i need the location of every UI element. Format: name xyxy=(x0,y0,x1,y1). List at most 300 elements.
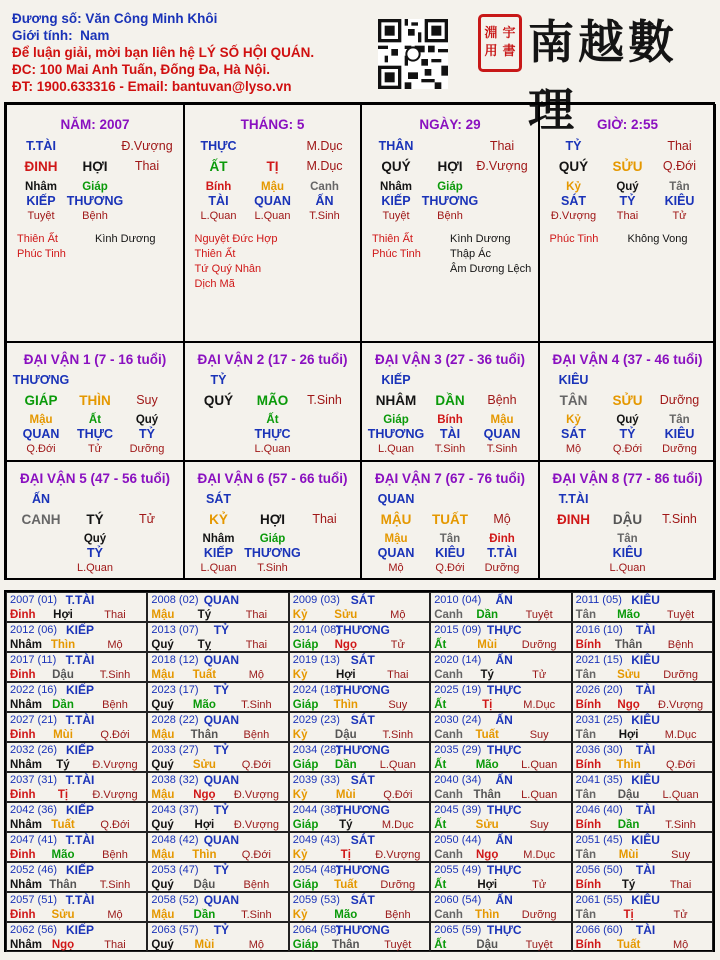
hidden-stem: Nhâm xyxy=(25,181,57,193)
hidden-phase: Đ.Vượng xyxy=(550,210,597,222)
year-phase: T.Sinh xyxy=(665,819,696,831)
year-stem: Quý xyxy=(151,699,174,711)
year-phase: Mộ xyxy=(107,909,123,921)
year-god: KIÊU xyxy=(631,833,660,847)
dai-van-stem: CANH xyxy=(21,512,61,527)
dai-van-phase: T.Sinh xyxy=(662,512,697,526)
pillar-god-left: THỰC xyxy=(200,139,237,153)
year-stem: Nhâm xyxy=(10,879,42,891)
year-label: 2022 (16) xyxy=(10,684,58,696)
hidden-stem: Tân xyxy=(669,181,690,193)
year-cell xyxy=(430,862,571,892)
year-branch: Ngọ xyxy=(193,789,216,801)
year-cell xyxy=(572,862,713,892)
hidden-stem: Tân xyxy=(669,414,690,426)
year-branch: Sửu xyxy=(475,819,499,831)
year-label: 2053 (47) xyxy=(151,864,199,876)
star-auspicious: Phúc Tinh xyxy=(549,233,599,245)
year-god: TÀI xyxy=(635,743,656,757)
year-phase: Q.Đới xyxy=(100,819,130,831)
hidden-phase: L.Quan xyxy=(76,562,114,574)
year-cell xyxy=(572,832,713,862)
hidden-phase: Dưỡng xyxy=(484,562,520,574)
year-label: 2038 (32) xyxy=(151,774,199,786)
dai-van-title: ĐẠI VẬN 4 (37 - 46 tuổi) xyxy=(552,352,703,367)
year-label: 2024 (18) xyxy=(292,684,340,696)
hidden-stem: Kỷ xyxy=(566,181,581,193)
year-label: 2046 (40) xyxy=(575,804,623,816)
year-stem: Quý xyxy=(151,819,174,831)
year-god: THỰC xyxy=(486,623,522,637)
dai-van-branch: HỢI xyxy=(259,512,286,527)
year-phase: Suy xyxy=(671,849,691,861)
year-god: KIẾP xyxy=(65,803,94,817)
dai-van-stem: NHÂM xyxy=(375,393,417,408)
year-god: T.TÀI xyxy=(65,713,95,727)
year-cell xyxy=(430,592,571,622)
pillar-title: NGÀY: 29 xyxy=(419,117,481,132)
dai-van-branch: SỬU xyxy=(612,393,643,408)
year-label: 2060 (54) xyxy=(434,894,482,906)
hidden-god: QUAN xyxy=(254,194,291,208)
pillar-title: THÁNG: 5 xyxy=(240,117,305,132)
hidden-god: TỶ xyxy=(619,194,636,208)
year-stem: Tân xyxy=(575,789,597,801)
qr-code-icon xyxy=(378,18,448,90)
hidden-phase: Tử xyxy=(672,210,687,222)
year-cell xyxy=(147,922,288,952)
year-stem: Nhâm xyxy=(10,819,42,831)
hidden-stem: Đinh xyxy=(489,533,515,545)
year-cell xyxy=(430,622,571,652)
year-stem: Đinh xyxy=(10,609,36,621)
year-cell xyxy=(572,682,713,712)
year-label: 2061 (55) xyxy=(575,894,623,906)
pillar-stem: QUÝ xyxy=(381,159,411,174)
year-cell xyxy=(147,772,288,802)
pillar-branch: HỢI xyxy=(437,159,463,174)
dai-van-god: T.TÀI xyxy=(558,492,589,506)
year-god: T.TÀI xyxy=(65,653,95,667)
year-god: SÁT xyxy=(350,653,375,667)
year-cell xyxy=(289,742,430,772)
year-stem: Đinh xyxy=(10,789,36,801)
pillar-cell xyxy=(184,104,362,342)
hidden-stem: Mậu xyxy=(384,533,408,545)
year-label: 2064 (58) xyxy=(292,924,340,936)
year-cell xyxy=(289,892,430,922)
year-stem: Đinh xyxy=(10,729,36,741)
hidden-god: TỶ xyxy=(619,427,636,441)
hidden-stem: Nhâm xyxy=(380,181,412,193)
dai-van-branch: DẬU xyxy=(612,512,643,527)
star-auspicious: Thiên Ất xyxy=(17,233,58,245)
year-cell xyxy=(430,892,571,922)
year-label: 2021 (15) xyxy=(575,654,623,666)
year-god: SÁT xyxy=(350,713,375,727)
year-phase: Đ.Vượng xyxy=(658,699,704,711)
hidden-phase: Q.Đới xyxy=(612,443,643,455)
hidden-god: KIÊU xyxy=(435,546,465,560)
year-label: 2047 (41) xyxy=(10,834,58,846)
year-cell xyxy=(289,922,430,952)
year-phase: Mộ xyxy=(248,939,265,951)
hidden-stem: Nhâm xyxy=(202,533,235,545)
hidden-god: ẤN xyxy=(315,194,334,208)
hidden-phase: Q.Đới xyxy=(435,562,465,574)
year-label: 2009 (03) xyxy=(292,594,340,606)
year-phase: Thai xyxy=(669,879,692,891)
year-cell xyxy=(6,922,147,952)
year-stem: Tân xyxy=(575,729,597,741)
year-god: SÁT xyxy=(350,593,375,607)
dai-van-branch: TÝ xyxy=(86,512,104,527)
year-phase: Bệnh xyxy=(243,879,270,891)
year-cell xyxy=(289,832,430,862)
dai-van-phase: Tử xyxy=(138,512,155,526)
year-stem: Kỷ xyxy=(292,909,308,921)
year-god: TỶ xyxy=(213,803,230,817)
hidden-stem: Mậu xyxy=(29,414,53,426)
year-phase: T.Sinh xyxy=(99,879,131,891)
year-stem: Kỷ xyxy=(292,789,308,801)
hidden-god: T.TÀI xyxy=(487,546,517,560)
star-auspicious: Phúc Tinh xyxy=(372,248,421,260)
star-auspicious: Thiên Ất xyxy=(194,248,236,260)
year-god: QUAN xyxy=(203,833,240,847)
star-auspicious: Phúc Tinh xyxy=(17,248,66,260)
year-label: 2020 (14) xyxy=(434,654,482,666)
year-label: 2063 (57) xyxy=(151,924,199,936)
year-god: SÁT xyxy=(350,773,375,787)
year-god: SÁT xyxy=(350,893,375,907)
dai-van-phase: Bệnh xyxy=(487,393,517,407)
dai-van-branch: THÌN xyxy=(79,393,111,408)
year-stem: Ất xyxy=(434,939,447,951)
gender-label: Giới tính: xyxy=(12,28,73,43)
year-god: ẤN xyxy=(495,833,513,847)
year-branch: Tý xyxy=(621,879,636,891)
year-label: 2054 (48) xyxy=(292,864,340,876)
year-god: TÀI xyxy=(635,863,656,877)
year-cell xyxy=(572,922,713,952)
year-phase: Bệnh xyxy=(102,699,128,711)
year-god: TỶ xyxy=(213,863,230,877)
star-auspicious: Dịch Mã xyxy=(194,278,235,290)
year-phase: Thai xyxy=(245,609,268,621)
dai-van-god: TỶ xyxy=(210,373,227,387)
pillar-cell xyxy=(6,104,184,342)
year-label: 2062 (56) xyxy=(10,924,58,936)
year-stem: Mậu xyxy=(151,729,175,741)
hidden-phase: L.Quan xyxy=(609,562,646,574)
year-label: 2043 (37) xyxy=(151,804,199,816)
dai-van-phase: Dưỡng xyxy=(659,393,700,407)
year-god: KIẾP xyxy=(65,683,94,697)
year-label: 2017 (11) xyxy=(10,654,57,666)
year-stem: Bính xyxy=(575,939,602,951)
year-label: 2023 (17) xyxy=(151,684,199,696)
dai-van-cell xyxy=(361,461,539,580)
year-stem: Giáp xyxy=(292,699,319,711)
year-god: THỰC xyxy=(486,683,522,697)
year-branch: Dậu xyxy=(52,669,74,681)
year-phase: Mộ xyxy=(107,639,123,651)
year-god: KIẾP xyxy=(65,923,94,937)
hidden-phase: L.Quan xyxy=(200,562,237,574)
year-phase: Mộ xyxy=(248,669,265,681)
year-label: 2026 (20) xyxy=(575,684,623,696)
year-god: TỶ xyxy=(213,623,230,637)
hidden-stem: Ất xyxy=(88,414,102,426)
pillar-god-left: T.TÀI xyxy=(26,139,56,153)
year-label: 2033 (27) xyxy=(151,744,199,756)
year-phase: Tử xyxy=(673,909,688,921)
year-branch: Ngọ xyxy=(476,849,499,861)
year-stem: Tân xyxy=(575,849,597,861)
year-stem: Bính xyxy=(575,879,602,891)
year-stem: Bính xyxy=(575,699,602,711)
year-stem: Nhâm xyxy=(10,699,42,711)
year-phase: Mộ xyxy=(672,939,689,951)
year-branch: Mùi xyxy=(53,729,73,741)
year-label: 2032 (26) xyxy=(10,744,58,756)
year-label: 2044 (38) xyxy=(292,804,340,816)
year-phase: Suy xyxy=(529,819,549,831)
year-cell xyxy=(6,772,147,802)
year-phase: Dưỡng xyxy=(521,639,557,651)
year-branch: Tuất xyxy=(192,669,217,681)
year-branch: Hợi xyxy=(194,819,215,831)
year-phase: Bệnh xyxy=(667,639,694,651)
dai-van-branch: TUẤT xyxy=(432,512,468,527)
year-stem: Giáp xyxy=(292,639,319,651)
year-cell xyxy=(289,772,430,802)
year-god: KIÊU xyxy=(631,893,660,907)
year-stem: Tân xyxy=(575,909,597,921)
year-branch: Tị xyxy=(57,789,69,801)
year-branch: Dần xyxy=(193,909,216,921)
year-label: 2042 (36) xyxy=(10,804,58,816)
year-god: KIÊU xyxy=(631,713,660,727)
hidden-phase: T.Sinh xyxy=(309,210,340,222)
year-cell xyxy=(6,742,147,772)
year-god: ẤN xyxy=(495,593,513,607)
year-phase: Tử xyxy=(390,639,405,651)
year-phase: Đ.Vượng xyxy=(233,789,279,801)
dai-van-god: KIẾP xyxy=(381,373,411,387)
year-branch: Dậu xyxy=(476,939,499,951)
year-phase: Bệnh xyxy=(243,729,270,741)
year-cell xyxy=(6,652,147,682)
year-branch: Dậu xyxy=(617,789,640,801)
star-inauspicious: Âm Dương Lệch xyxy=(450,263,532,275)
pillar-cell xyxy=(539,104,717,342)
hidden-phase: Q.Đới xyxy=(26,443,56,455)
year-phase: Mộ xyxy=(390,609,406,621)
year-branch: Tý xyxy=(197,609,212,621)
year-phase: Q.Đới xyxy=(100,729,130,741)
year-label: 2040 (34) xyxy=(434,774,482,786)
year-label: 2039 (33) xyxy=(292,774,340,786)
hidden-stem: Tân xyxy=(617,533,638,545)
hidden-phase: T.Sinh xyxy=(486,443,518,455)
year-branch: Mùi xyxy=(618,849,639,861)
pillar-stem: ẤT xyxy=(209,159,228,174)
star-auspicious: Thiên Ất xyxy=(372,233,413,245)
year-stem: Ất xyxy=(434,699,447,711)
year-cell xyxy=(6,802,147,832)
hidden-god: THƯƠNG xyxy=(421,194,479,208)
year-stem: Canh xyxy=(434,609,463,621)
hidden-phase: Bệnh xyxy=(437,210,463,222)
year-phase: Dưỡng xyxy=(521,909,557,921)
year-label: 2019 (13) xyxy=(292,654,340,666)
year-stem: Giáp xyxy=(292,939,319,951)
year-cell xyxy=(572,802,713,832)
year-phase: Đ.Vượng xyxy=(92,759,138,771)
pillar-god-left: TỶ xyxy=(565,139,582,153)
hidden-phase: Tuyệt xyxy=(382,210,410,222)
year-branch: Ngọ xyxy=(617,699,640,711)
hidden-stem: Canh xyxy=(310,181,339,193)
year-phase: M.Dục xyxy=(381,819,414,831)
year-god: T.TÀI xyxy=(65,833,95,847)
year-stem: Đinh xyxy=(10,909,36,921)
year-stem: Ất xyxy=(434,759,447,771)
star-inauspicious: Kình Dương xyxy=(450,233,511,245)
dai-van-stem: ĐINH xyxy=(557,512,590,527)
year-branch: Hợi xyxy=(53,609,73,621)
year-god: TỶ xyxy=(213,683,230,697)
year-cell xyxy=(572,622,713,652)
year-phase: Tuyệt xyxy=(525,939,553,951)
year-cell xyxy=(147,622,288,652)
year-branch: Mùi xyxy=(335,789,356,801)
year-stem: Kỷ xyxy=(292,669,308,681)
hidden-stem: Giáp xyxy=(437,181,463,193)
dai-van-god: QUAN xyxy=(377,492,415,506)
dai-van-phase: Suy xyxy=(136,393,158,407)
year-cell xyxy=(430,742,571,772)
year-stem: Nhâm xyxy=(10,639,42,651)
year-stem: Ất xyxy=(434,819,447,831)
hidden-god: THƯƠNG xyxy=(244,546,301,560)
year-branch: Tý xyxy=(480,669,494,681)
year-phase: Tuyệt xyxy=(667,609,695,621)
year-phase: Q.Đới xyxy=(665,759,696,771)
year-cell xyxy=(147,592,288,622)
year-phase: Q.Đới xyxy=(383,789,413,801)
year-branch: Mão xyxy=(192,699,216,711)
year-label: 2031 (25) xyxy=(575,714,623,726)
year-stem: Đinh xyxy=(10,849,36,861)
year-branch: Mão xyxy=(51,849,75,861)
year-stem: Mậu xyxy=(151,909,175,921)
hidden-stem: Kỷ xyxy=(566,414,581,426)
year-cell xyxy=(6,862,147,892)
hidden-god: QUAN xyxy=(377,546,415,560)
year-phase: L.Quan xyxy=(662,789,699,801)
hidden-god: TỶ xyxy=(87,546,103,560)
year-cell xyxy=(6,622,147,652)
dai-van-stem: MẬU xyxy=(380,512,412,527)
dai-van-branch: DẦN xyxy=(435,393,465,408)
year-cell xyxy=(289,682,430,712)
star-auspicious: Tứ Quý Nhân xyxy=(194,263,262,275)
year-phase: Thai xyxy=(245,639,268,651)
contact-invite: Để luận giải, mời bạn liên hệ LÝ SỐ HỘI QUÁN. xyxy=(12,45,315,60)
year-branch: Dần xyxy=(52,699,74,711)
pillar-stem: ĐINH xyxy=(24,159,58,174)
year-label: 2007 (01) xyxy=(10,594,58,606)
dai-van-god: THƯƠNG xyxy=(12,373,70,387)
hidden-phase: Dưỡng xyxy=(662,443,697,455)
hidden-god: QUAN xyxy=(483,427,521,441)
dai-van-cell xyxy=(361,342,539,461)
year-branch: Thân xyxy=(473,789,501,801)
hidden-god: KIÊU xyxy=(664,194,695,208)
dai-van-cell xyxy=(539,461,717,580)
year-phase: L.Quan xyxy=(379,759,416,771)
year-label: 2050 (44) xyxy=(434,834,482,846)
hidden-god: THỰC xyxy=(254,427,291,441)
dai-van-title: ĐẠI VẬN 7 (67 - 76 tuổi) xyxy=(374,471,526,486)
year-phase: M.Dục xyxy=(664,729,697,741)
hidden-stem: Bính xyxy=(437,414,463,426)
year-god: THỰC xyxy=(486,923,522,937)
year-god: KIÊU xyxy=(631,593,660,607)
year-branch: Tị xyxy=(482,699,493,711)
year-label: 2029 (23) xyxy=(292,714,340,726)
year-stem: Quý xyxy=(151,759,174,771)
year-cell xyxy=(147,652,288,682)
hidden-phase: L.Quan xyxy=(254,443,291,455)
hidden-god: KIẾP xyxy=(381,194,411,208)
year-phase: Đ.Vượng xyxy=(375,849,421,861)
year-branch: Dậu xyxy=(193,879,216,891)
year-branch: Thân xyxy=(614,639,643,651)
star-auspicious: Nguyệt Đức Hợp xyxy=(194,233,278,245)
year-branch: Ngọ xyxy=(334,639,357,651)
year-cell xyxy=(430,832,571,862)
year-branch: Dần xyxy=(334,759,357,771)
hidden-god: THƯƠNG xyxy=(66,194,124,208)
year-stem: Tân xyxy=(575,669,597,681)
year-label: 2057 (51) xyxy=(10,894,58,906)
year-cell xyxy=(430,682,571,712)
year-god: KIẾP xyxy=(65,743,94,757)
dai-van-phase: Mộ xyxy=(493,512,511,526)
pillar-phase: Đ.Vượng xyxy=(476,159,528,173)
year-stem: Nhâm xyxy=(10,939,42,951)
hidden-stem: Mậu xyxy=(490,414,514,426)
hidden-stem: Quý xyxy=(616,414,639,426)
year-stem: Bính xyxy=(575,819,602,831)
year-cell xyxy=(289,712,430,742)
year-branch: Sửu xyxy=(192,759,216,771)
year-phase: Suy xyxy=(388,699,408,711)
hidden-god: KIÊU xyxy=(612,546,643,560)
year-phase: T.Sinh xyxy=(241,699,272,711)
year-cell xyxy=(6,592,147,622)
year-stem: Quý xyxy=(151,879,174,891)
year-branch: Dần xyxy=(476,609,499,621)
year-cell xyxy=(572,892,713,922)
dai-van-cell xyxy=(539,342,717,461)
year-label: 2066 (60) xyxy=(575,924,623,936)
pillar-cell xyxy=(361,104,539,342)
